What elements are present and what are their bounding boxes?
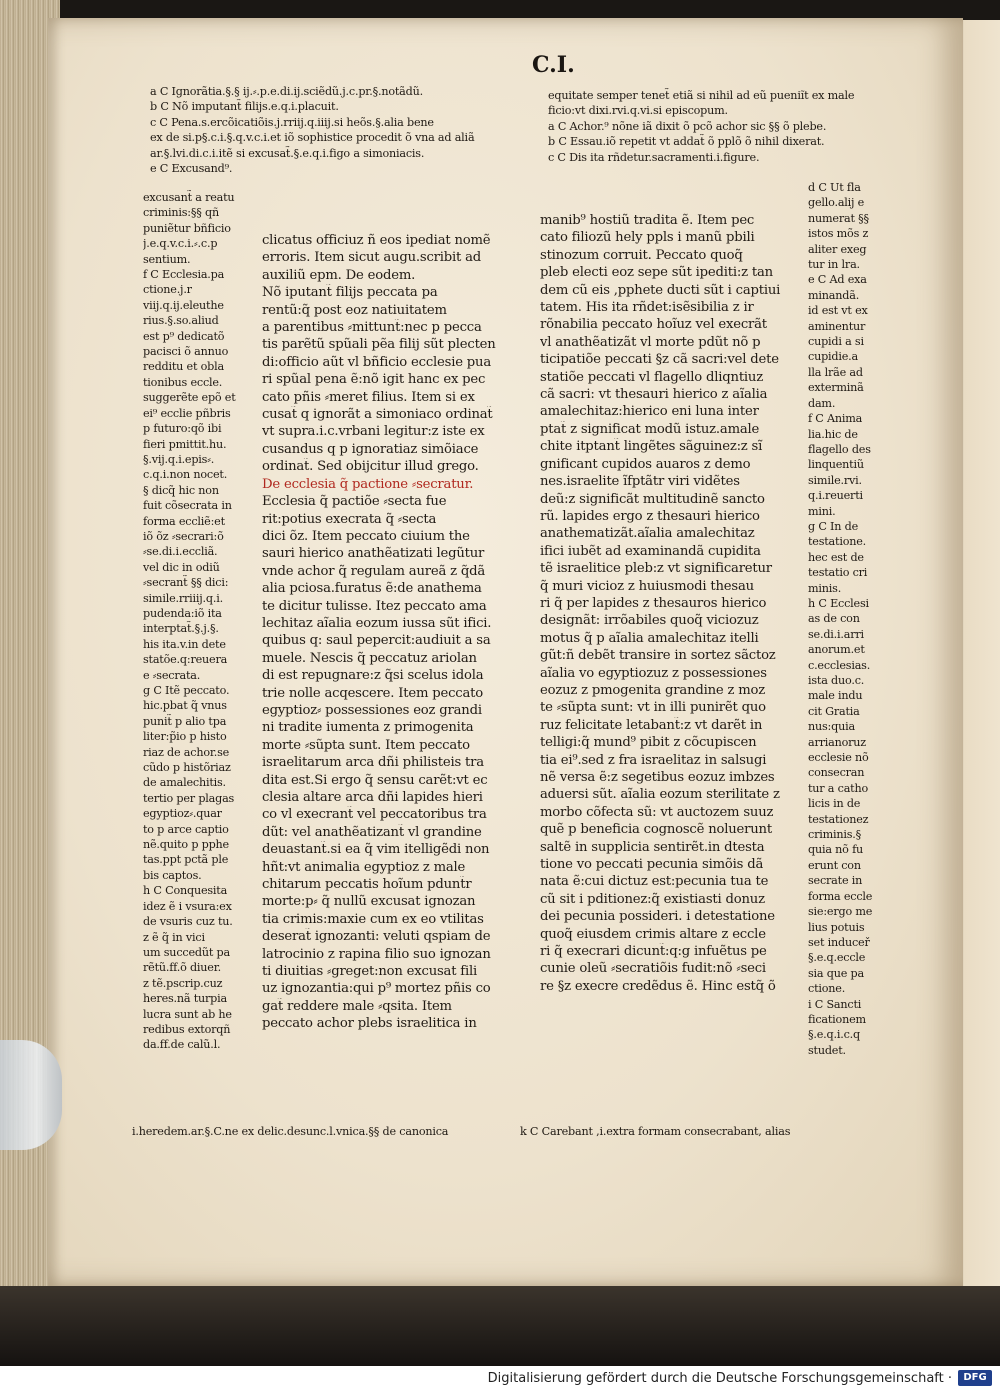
text-line: dici õz. Item peccato ciuium the xyxy=(262,528,470,544)
text-line: h C Conquesita xyxy=(143,884,228,898)
text-line: de vsuris cuz tu. xyxy=(143,915,233,929)
text-line: cit Gratia xyxy=(808,704,860,718)
text-line: ticipatiõe peccati §z cã sacri:vel dete xyxy=(540,352,779,368)
text-line: z ẽ q̃ in vici xyxy=(143,930,205,944)
text-line: redditu et obla xyxy=(143,360,224,374)
text-line: De ecclesia q̃ pactione ⸗secratur. xyxy=(262,476,474,492)
text-line: c.q.i.non nocet. xyxy=(143,468,228,482)
text-line: anathematizãt.aĩalia amalechitaz xyxy=(540,526,755,542)
text-line: numerat §§ xyxy=(808,211,869,225)
gloss-right-column xyxy=(808,180,902,1058)
text-line: linquentiũ xyxy=(808,458,864,472)
text-line: redibus extorqñ xyxy=(143,1022,231,1036)
text-line: testatio cri xyxy=(808,566,868,580)
text-line: nata ẽ:cui dictuz est:pecunia tua te xyxy=(540,874,769,890)
text-line: cupidi a si xyxy=(808,335,864,349)
text-line: g C Itẽ peccato. xyxy=(143,684,230,697)
gloss-top-left xyxy=(150,84,520,176)
text-line: ctione.j.r xyxy=(143,283,192,297)
text-line: ctione. xyxy=(808,982,846,996)
text-line: to p arce captio xyxy=(143,822,229,836)
text-line: criminis:§§ qñ xyxy=(143,206,219,220)
text-line: dita est.Si ergo q̃ sensu carẽt:vt ec xyxy=(262,772,488,788)
text-line: riaz de achor.se xyxy=(143,745,230,759)
text-line: lla lrãe ad xyxy=(808,365,863,379)
text-line: suggerẽte epõ et xyxy=(143,391,236,405)
text-line: consecran xyxy=(808,766,865,780)
text-line: nus:quia xyxy=(808,720,855,734)
text-line: lechitaz aĩalia eozum iussa sũt ifici. xyxy=(262,615,492,631)
text-line: iõ õz ⸗secrari:õ xyxy=(143,529,224,543)
text-line: ri q̃ per lapides z thesauros hierico xyxy=(540,595,767,611)
text-line: studet. xyxy=(808,1043,846,1057)
text-line: eozuz z pmogenita grandine z moz xyxy=(540,682,766,698)
text-line: aminentur xyxy=(808,319,866,333)
text-line: saltẽ in supplicia sentirẽt.in dtesta xyxy=(540,839,765,855)
text-line: a C Achor.⁹ nõne iã dixit õ pcõ achor sic §§ õ plebe. xyxy=(548,119,827,133)
text-line: aliter exeg xyxy=(808,242,867,256)
text-line: criminis.§ xyxy=(808,828,862,842)
text-line: lucra sunt ab he xyxy=(143,1007,232,1021)
text-line: tionibus eccle. xyxy=(143,375,223,389)
text-line: his ita.v.in dete xyxy=(143,637,226,651)
text-line: hñt:vt animalia egyptioz z male xyxy=(262,859,466,875)
text-line: cato pñis ⸗meret filius. Item si ex xyxy=(262,389,475,405)
dfg-logo: DFG xyxy=(958,1370,992,1386)
text-line: cunie oleũ ⸗secratiõis fudit:nõ ⸗seci xyxy=(540,961,766,977)
text-line: aĩalia vo egyptiozuz z possessiones xyxy=(540,665,767,681)
gloss-bottom-right xyxy=(520,1124,900,1139)
text-line: deuastant̃.si ea q̃ vim itelligẽdi non xyxy=(262,842,490,858)
text-line: viij.q.ij.eleuthe xyxy=(143,298,224,312)
text-line: tia crimis:maxie cum ex eo vtilitas xyxy=(262,911,484,927)
text-line: minis. xyxy=(808,581,842,595)
text-line: manib⁹ hostiũ tradita ẽ. Item pec xyxy=(540,213,755,228)
text-line: ei⁹ ecclie pñbris xyxy=(143,406,231,420)
text-line: pleb electi eoz sepe sũt ipediti:z tan xyxy=(540,265,773,281)
text-line: te ⸗sũpta sunt: vt in illi punirẽt quo xyxy=(540,700,766,716)
text-line: tatem. His ita rñdet:isẽsibilia z ir xyxy=(540,300,754,316)
text-line: f C Anima xyxy=(808,412,863,426)
text-line: arrianoruz xyxy=(808,735,867,749)
text-line: sie:ergo me xyxy=(808,905,873,919)
text-line: da.ff.de calũ.l. xyxy=(143,1038,221,1052)
text-line: erunt con xyxy=(808,858,861,872)
text-line: liter:p̃io p histo xyxy=(143,730,227,744)
text-line: pudenda:iõ ita xyxy=(143,606,222,620)
text-line: licis in de xyxy=(808,797,861,811)
text-line: rit:potius execrata q̃ ⸗secta xyxy=(262,511,437,527)
page-bottom-shadow xyxy=(0,1286,1000,1366)
text-line: i C Sancti xyxy=(808,997,862,1011)
text-line: flagello des xyxy=(808,442,871,456)
text-line: q.i.reuerti xyxy=(808,489,863,503)
text-line: istos mõs z xyxy=(808,227,869,241)
text-line: simile.rvi. xyxy=(808,473,862,487)
text-line: testationez xyxy=(808,812,869,826)
text-line: sauri hierico anathẽatizati legũtur xyxy=(262,546,485,562)
text-line: simile.rriiij.q.i. xyxy=(143,591,223,605)
text-line: lius potuis xyxy=(808,920,865,934)
text-line: equitate semper tenet̃ etiã si nihil ad eũ pueniĩt ex male xyxy=(548,89,855,102)
text-line: tur in lra. xyxy=(808,258,860,272)
text-line: ⸗secrant̃ §§ dici: xyxy=(143,576,229,590)
text-line: deũ:z significãt multitudinẽ sancto xyxy=(540,491,765,507)
text-line: dam. xyxy=(808,396,836,410)
text-line: e ⸗secrata. xyxy=(143,668,201,682)
text-line: j.e.q.v.c.i.⸗.c.p xyxy=(143,237,218,251)
text-line: clesia altare arca dñi lapides hieri xyxy=(262,790,483,805)
text-line: latrocinio z rapina filio suo ignozan xyxy=(262,946,491,962)
text-line: rũ. lapides ergo z thesauri hierico xyxy=(540,508,760,524)
text-line: ruz felicitate letabant̃:z vt darẽt in xyxy=(540,717,763,733)
text-line: designãt: irrõabiles quoq̃ viciozuz xyxy=(540,613,759,629)
text-line: minandã. xyxy=(808,288,860,302)
text-line: deserat̃ ignozanti: veluti qspiam de xyxy=(262,929,491,945)
text-line: alia pciosa.furatus ẽ:de anathema xyxy=(262,581,482,597)
text-line: vnde achor q̃ regulam aureã z q̃dã xyxy=(262,563,486,579)
text-line: auxiliũ epm. De eodem. xyxy=(262,267,416,283)
text-line: ista duo.c. xyxy=(808,674,865,687)
text-line: cusandus q p ignoratiaz simõiace xyxy=(262,441,479,457)
text-line: chitarum peccatis hoĩum pdunt̃r xyxy=(262,877,472,893)
text-line: mini. xyxy=(808,504,836,518)
text-line: Ecclesia q̃ pactiõe ⸗secta fue xyxy=(262,494,447,510)
text-line: dei pecunia possideri. i detestatione xyxy=(540,909,775,925)
gloss-line: k C Carebant ,i.extra formam consecrabant, alias xyxy=(520,1125,791,1138)
text-line: pacisci õ annuo xyxy=(143,345,229,359)
text-line: israelitarum arca dñi philisteis tra xyxy=(262,755,484,771)
text-line: cũdo p histõriaz xyxy=(143,761,231,775)
text-line: co vl execrant̃ vel peccatoribus tra xyxy=(262,807,487,823)
text-line: hic.pbat q̃ vnus xyxy=(143,699,227,713)
text-line: stinozum corruit. Peccato quoq̃ xyxy=(540,247,743,263)
text-line: gũt:ñ debẽt transire in sortez sãctoz xyxy=(540,648,776,664)
text-line: morte ⸗sũpta sunt. Item peccato xyxy=(262,737,470,753)
text-line: aduersi sũt. aĩalia eozum sterilitate z xyxy=(540,787,780,803)
text-line: as de con xyxy=(808,612,860,626)
text-line: bis captos. xyxy=(143,868,202,882)
text-line: dũt: vel anathẽatizant̃ vl grandine xyxy=(262,824,482,840)
text-line: rẽtũ.ff.õ diuer. xyxy=(143,961,221,975)
text-line: tione vo peccati pecunia simõis dã xyxy=(540,857,764,873)
text-line: z tẽ.pscrip.cuz xyxy=(143,976,223,990)
text-line: forma eccliẽ:et xyxy=(143,514,225,528)
text-line: §.e.q.i.c.q xyxy=(808,1028,860,1042)
text-line: idez ẽ i vsura:ex xyxy=(143,899,232,913)
funding-notice: Digitalisierung gefördert durch die Deutsche Forschungsgemeinschaft · xyxy=(487,1371,952,1386)
text-line: tẽ israelitice pleb:z vt significaretur xyxy=(540,561,772,577)
text-line: excusant̃ a reatu xyxy=(143,191,235,204)
text-line: cato filiozũ hely ppls i manũ pbili xyxy=(540,230,755,246)
text-line: nẽ.quito p pphe xyxy=(143,838,229,852)
text-line: anorum.et xyxy=(808,643,865,657)
text-line: muele. Nescis q̃ peccatuz ariolan xyxy=(262,650,477,666)
text-line: te dicitur tulisse. Itez peccato ama xyxy=(262,598,487,614)
text-line: tertio per plagas xyxy=(143,791,235,805)
text-line: ifici iubẽt ad examinandã cupidita xyxy=(540,543,761,559)
text-line: ti diuitias ⸗greget:non excusat fili xyxy=(262,964,478,980)
text-line: h C Ecclesi xyxy=(808,596,869,610)
text-line: nẽ versa ẽ:z segetibus eozuz imbzes xyxy=(540,770,775,785)
text-line: ni tradite iumenta z primogenita xyxy=(262,720,474,736)
text-line: ptat̃ z significat modũ istuz.amale xyxy=(540,421,760,437)
text-line: est p⁹ dedicatõ xyxy=(143,329,225,343)
text-line: ri spũal pena ẽ:nõ igit hanc ex pec xyxy=(262,372,486,388)
text-line: se.di.i.arri xyxy=(808,627,864,641)
text-line: heres.nã turpia xyxy=(143,992,227,1006)
text-line: hec est de xyxy=(808,550,864,564)
text-line: ar.§.lvi.di.c.i.itẽ si excusat̃.§.e.q.i.figo a simoniacis. xyxy=(150,146,425,160)
text-line: ecclesie nõ xyxy=(808,751,869,765)
text-line: exterminã xyxy=(808,381,864,395)
text-line: rentũ:q̃ post eoz natiuitatem xyxy=(262,302,447,318)
text-line: nes.israelite ĩfptãtr viri vidẽtes xyxy=(540,474,740,490)
text-line: sia que pa xyxy=(808,966,864,980)
text-line: sentium. xyxy=(143,252,191,266)
text-line: testatione. xyxy=(808,535,867,549)
text-line: egyptioz⸗.quar xyxy=(143,807,222,821)
text-line: cã sacri: vt thesauri hierico z aĩalia xyxy=(540,387,768,403)
text-line: b C Essau.iõ repetit vt addat̃ õ pplõ õ nihil dixerat. xyxy=(548,135,825,149)
text-line: § dicq̃ hic non xyxy=(143,483,219,497)
text-line: de amalechitis. xyxy=(143,776,226,790)
text-line: id est vt ex xyxy=(808,304,868,318)
text-line: fuit cõsecrata in xyxy=(143,499,232,513)
text-line: motus q̃ p aĩalia amalechitaz itelli xyxy=(540,630,759,646)
text-line: ordinat̃. Sed obijcitur illud grego. xyxy=(262,459,479,475)
gloss-line: i.heredem.ar.§.C.ne ex delic.desunc.l.vnica.§§ de canonica xyxy=(132,1125,449,1138)
text-line: gnificant cupidos auaros z demo xyxy=(540,456,751,472)
text-line: erroris. Item sicut augu.scribit ad xyxy=(262,250,482,266)
text-line: quibus q: saul pepercit:audiuit a sa xyxy=(262,633,491,649)
text-line: f C Ecclesia.pa xyxy=(143,268,225,282)
main-text-column-1 xyxy=(262,232,534,1033)
folio-number: C.I. xyxy=(532,52,575,78)
text-line: tur a catho xyxy=(808,781,869,795)
book-clip xyxy=(0,1040,62,1150)
text-line: uz ignozantia:qui p⁹ mortez pñis co xyxy=(262,981,491,997)
text-line: tia ei⁹.sed z fra israelitaz in salsugi xyxy=(540,752,767,768)
text-line: secrate in xyxy=(808,874,863,888)
text-line: a parentibus ⸗mittunt̃:nec p pecca xyxy=(262,320,482,336)
text-line: b C Nõ imputant̃ filijs.e.q.i.placuit. xyxy=(150,100,339,114)
text-line: tas.ppt pctã ple xyxy=(143,853,229,867)
text-line: dem cũ eis ,pphete ducti sũt i captiui xyxy=(540,282,781,298)
text-line: ex de si.p§.c.i.§.q.v.c.i.et iõ sophistice procedit õ vna ad aliã xyxy=(150,131,475,145)
text-line: set induceř xyxy=(808,935,870,949)
text-line: clicatus officiuz ñ eos ipediat nomẽ xyxy=(262,233,491,248)
text-line: fieri pmittit.hu. xyxy=(143,437,227,451)
text-line: Nõ iputant̃ filijs peccata pa xyxy=(262,285,438,301)
text-line: morbo cõfecta sũ: vt auctozem suuz xyxy=(540,804,774,820)
text-line: c C Pena.s.ercõicatiõis.j.rriij.q.iiij.si heõs.§.alia bene xyxy=(150,115,434,129)
gloss-left-column xyxy=(143,190,261,1053)
text-line: forma eccle xyxy=(808,889,873,903)
text-line: rius.§.so.aliud xyxy=(143,314,219,328)
gloss-top-right xyxy=(548,88,902,165)
text-line: rõnabilia peccato hoĩuz vel execrãt xyxy=(540,317,767,333)
text-line: vl anathẽatizãt vl morte pdũt nõ p xyxy=(540,334,761,350)
text-line: q̃ muri vicioz z huiusmodi thesau xyxy=(540,578,754,594)
text-line: di:officio aũt vl bñficio ecclesie pua xyxy=(262,354,492,370)
text-line: c.ecclesias. xyxy=(808,658,871,672)
text-line: morte:p⸗ q̃ nullũ excusat ignozan xyxy=(262,894,476,910)
text-line: peccato achor plebs israelitica in xyxy=(262,1016,477,1032)
text-line: gello.alij e xyxy=(808,196,865,210)
text-line: vt supra.i.c.vrbani legitur:z iste ex xyxy=(262,424,485,440)
text-line: e C Ad exa xyxy=(808,273,867,287)
text-line: ⸗se.di.i.eccliã. xyxy=(143,545,218,559)
text-line: telligi:q̃ mund⁹ pibit z cõcupiscen xyxy=(540,735,757,751)
text-line: gat̃ reddere male ⸗qsita. Item xyxy=(262,998,452,1014)
text-line: quia nõ fu xyxy=(808,843,864,857)
text-line: cusat̃ q ignorãt a simoniaco ordinat̃ xyxy=(262,407,493,423)
text-line: cũ sit i pditionez:q̃ existiasti donuz xyxy=(540,891,765,907)
text-line: quẽ p beneficia cognoscẽ noluerunt xyxy=(540,822,772,838)
text-line: §.e.q.eccle xyxy=(808,951,866,965)
text-line: p futuro:qõ ibi xyxy=(143,422,222,436)
text-line: trie nolle acqescere. Item peccato xyxy=(262,685,483,701)
text-line: tis parẽtũ spũali pẽa filij sũt plecten xyxy=(262,337,496,353)
text-line: chite itptant̃ lingẽtes sãguinez:z sĩ xyxy=(540,439,763,455)
text-line: ficationem xyxy=(808,1012,866,1026)
text-line: §.vij.q.i.epis⸗. xyxy=(143,452,215,466)
text-line: e C Excusand⁹. xyxy=(150,162,233,176)
text-line: egyptioz⸗ possessiones eoz grandi xyxy=(262,702,482,718)
text-line: puniẽtur bñficio xyxy=(143,221,231,235)
text-line: vel dic in odiũ xyxy=(143,560,220,574)
text-line: ri q̃ execrari dicunt̃:q:g infuẽtus pe xyxy=(540,944,767,960)
text-line: interptat̃.§.j.§. xyxy=(143,622,219,636)
text-line: statiõe peccati vl flagello dliqntiuz xyxy=(540,369,763,385)
text-line: lia.hic de xyxy=(808,427,858,441)
main-text-column-2 xyxy=(540,212,804,995)
text-line: amalechitaz:hierico eni luna inter xyxy=(540,404,759,420)
gloss-bottom-left xyxy=(132,1124,532,1139)
text-line: ficio:vt dixi.rvi.q.vi.si episcopum. xyxy=(548,104,728,118)
text-line: a C Ignorãtia.§.§ ij.⸗.p.e.di.ij.sciẽdũ.j.c.pr.§.notãdũ. xyxy=(150,85,423,98)
text-line: g C In de xyxy=(808,519,858,533)
text-line: cupidie.a xyxy=(808,350,858,364)
text-line: punit̃ p alio tpa xyxy=(143,714,227,728)
text-line: quoq̃ eiusdem crimis altare z eccle xyxy=(540,926,766,942)
text-line: um succedũt pa xyxy=(143,945,230,959)
text-line: d C Ut fla xyxy=(808,181,861,194)
text-line: male indu xyxy=(808,689,863,703)
text-line: di est repugnare:z q̃si scelus idola xyxy=(262,668,484,684)
text-line: re §z execre credẽdus ẽ. Hinc estq̃ õ xyxy=(540,978,776,994)
text-line: c C Dis ita rñdetur.sacramenti.i.figure. xyxy=(548,150,760,164)
text-line: statõe.q:reuera xyxy=(143,653,228,667)
